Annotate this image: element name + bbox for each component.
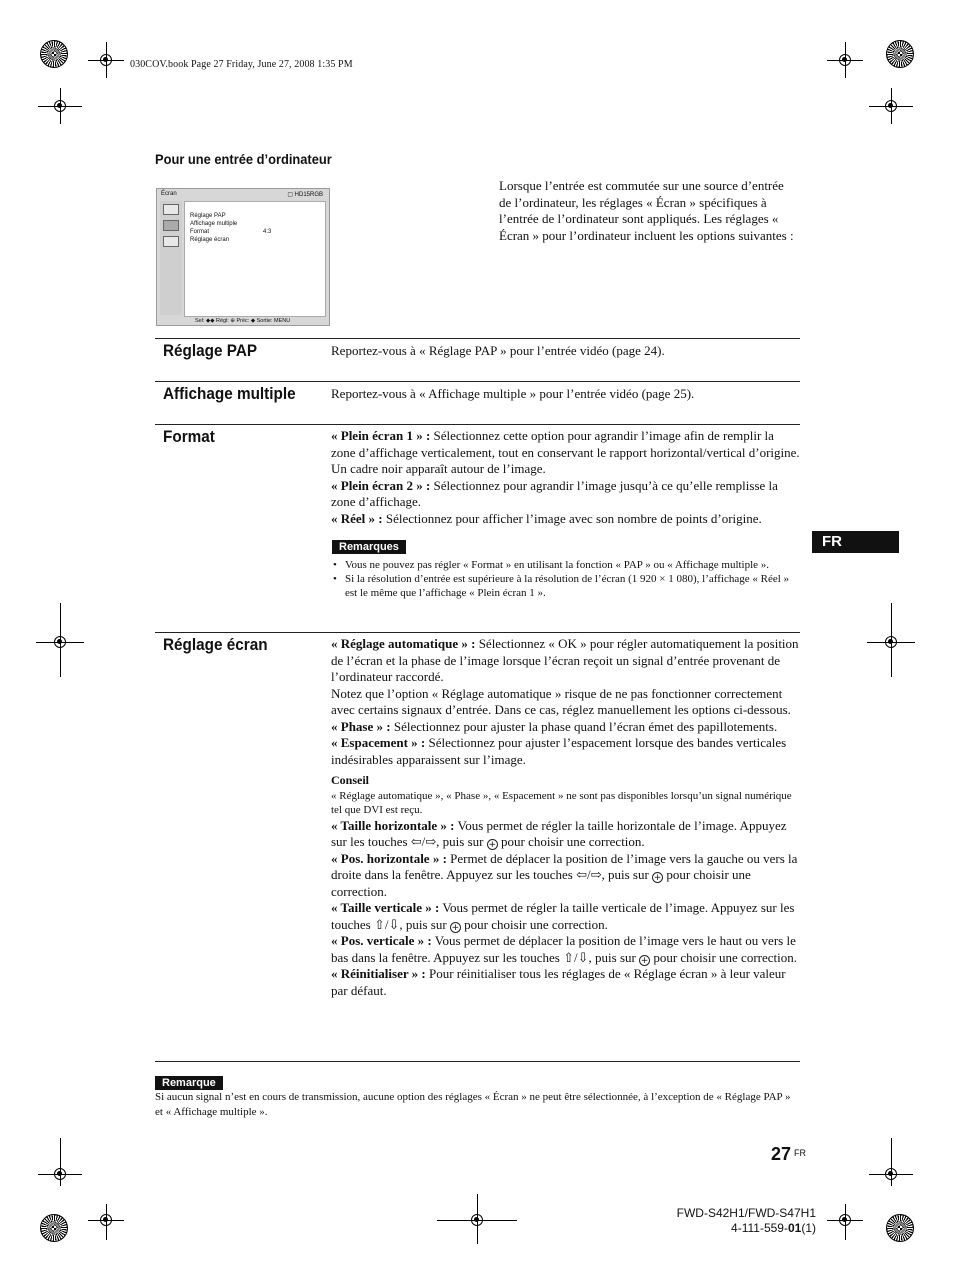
row-title-affichage-multiple: Affichage multiple bbox=[163, 384, 296, 403]
thumb-title: Écran bbox=[161, 191, 177, 197]
option-taille-horizontale: « Taille horizontale » : Vous permet de régler la taille horizontale de l’image. Appuyez sur les touches ⇦/⇨, puis sur + pour choisir une correction. bbox=[331, 817, 787, 850]
model-number: FWD-S42H1/FWD-S47H1 4-111-559-01(1) bbox=[676, 1206, 816, 1235]
format-option-plein-ecran-1: « Plein écran 1 » : Sélectionnez cette option pour agrandir l’image afin de remplir la zone d’affichage verticalement, tout en conservant le rapport horizontal/vertical d’origine. Un cadre noir apparaît autour de l’image. bbox=[331, 428, 800, 476]
select-button-icon: + bbox=[488, 840, 497, 850]
screen-menu-thumbnail bbox=[156, 188, 330, 326]
intro-paragraph: Lorsque l’entrée est commutée sur une source d’entrée de l’ordinateur, les réglages « Écran » spécifiques à l’entrée de l’ordinateur sont appliqués. Les réglages « Écran » pour l’ordinateur incluent les options suivantes : bbox=[499, 178, 794, 244]
thumb-sidebar bbox=[160, 201, 182, 315]
option-taille-verticale: « Taille verticale » : Vous permet de régler la taille verticale de l’image. Appuyez sur les touches ⇧/⇩, puis sur + pour choisir une correction. bbox=[331, 900, 795, 933]
row-title-reglage-pap: Réglage PAP bbox=[163, 341, 258, 360]
format-option-reel: « Réel » : Sélectionnez pour afficher l’image avec son nombre de points d’origine. bbox=[331, 510, 762, 526]
page-number: 27 $^{FR}$ bbox=[771, 1144, 807, 1164]
select-button-icon: + bbox=[451, 922, 460, 933]
row-body-reglage-ecran bbox=[331, 636, 801, 999]
format-notes-list bbox=[331, 558, 801, 600]
option-reglage-automatique-note: Notez que l’option « Réglage automatique » risque de ne pas fonctionner correctement avec certains signaux d’entrée. Dans ce cas, réglez manuellement les options ci-dessous. bbox=[331, 685, 791, 717]
list-item: • Vous ne pouvez pas régler « Format » en utilisant la fonction « PAP » ou « Affichage multiple ». bbox=[331, 558, 801, 572]
conseil-text: « Réglage automatique », « Phase », « Espacement » ne sont pas disponibles lorsqu’un signal numérique tel que DVI est reçu. bbox=[331, 789, 792, 816]
option-pos-horizontale: « Pos. horizontale » : Permet de déplacer la position de l’image vers la gauche ou vers la droite dans la fenêtre. Appuyez sur les touches ⇦/⇨, puis sur + pour choisir une correction. bbox=[331, 850, 798, 899]
format-option-plein-ecran-2: « Plein écran 2 » : Sélectionnez pour agrandir l’image jusqu’à ce qu’elle remplisse la zone d’affichage. bbox=[331, 477, 778, 509]
thumb-picture-icon bbox=[163, 204, 179, 215]
option-pos-verticale: « Pos. verticale » : Vous permet de déplacer la position de l’image vers le haut ou vers le bas dans la fenêtre. Appuyez sur les touches ⇧/⇩, puis sur + pour choisir une correction. bbox=[331, 933, 798, 966]
language-tab: FR bbox=[812, 531, 899, 553]
row-divider bbox=[155, 338, 800, 339]
thumb-input-label: ▢ HD15RGB bbox=[287, 192, 323, 198]
row-title-format: Format bbox=[163, 427, 215, 446]
thumb-item: Réglage PAP bbox=[190, 213, 226, 219]
list-item: • Si la résolution d’entrée est supérieure à la résolution de l’écran (1 920 × 1 080), l’affichage « Réel » est le même que l’affichage « Plein écran 1 ». bbox=[331, 572, 801, 600]
color-wheel-mark bbox=[40, 40, 68, 68]
option-phase: « Phase » : Sélectionnez pour ajuster la phase quand l’écran émet des papillotements. bbox=[331, 718, 778, 734]
section-title: Pour une entrée d’ordinateur bbox=[155, 151, 332, 167]
option-reinitialiser: « Réinitialiser » : Pour réinitialiser tous les réglages de « Réglage écran » à leur valeur par défaut. bbox=[331, 966, 786, 998]
option-reglage-automatique: « Réglage automatique » : Sélectionnez « OK » pour régler automatiquement la position de l’écran et la phase de l’image lorsque l’écran reçoit un signal d’entrée provenant de l’ordinateur raccordé. bbox=[331, 636, 799, 684]
row-divider bbox=[155, 1061, 800, 1062]
remarque-badge: Remarque bbox=[155, 1073, 223, 1091]
row-body-reglage-pap: Reportez-vous à « Réglage PAP » pour l’entrée vidéo (page 24). bbox=[331, 343, 665, 358]
row-divider bbox=[155, 381, 800, 382]
thumb-footer: Sel: ◆◆ Régl: ⊕ Préc: ◆ Sortie: MENU bbox=[195, 318, 291, 324]
thumb-setup-icon bbox=[163, 236, 179, 247]
thumb-format-value: 4:3 bbox=[263, 229, 272, 235]
row-title-reglage-ecran: Réglage écran bbox=[163, 635, 268, 654]
option-espacement: « Espacement » : Sélectionnez pour ajuster l’espacement lorsque des bandes verticales indésirables apparaissent sur l’image. bbox=[331, 735, 787, 767]
row-divider bbox=[155, 632, 800, 633]
thumb-item: Réglage écran bbox=[190, 237, 230, 243]
row-body-format bbox=[331, 428, 801, 527]
bottom-note-text: Si aucun signal n’est en cours de transmission, aucune option des réglages « Écran » ne peut être sélectionnée, à l’exception de « Réglage PAP » et « Affichage multiple ». bbox=[155, 1091, 791, 1118]
select-button-icon: + bbox=[653, 873, 662, 883]
remarques-badge: Remarques bbox=[332, 537, 406, 555]
thumb-screen-icon bbox=[163, 220, 179, 231]
select-button-icon: + bbox=[640, 955, 649, 966]
color-wheel-mark bbox=[40, 1214, 68, 1242]
color-wheel-mark bbox=[886, 1214, 914, 1242]
row-body-affichage-multiple: Reportez-vous à « Affichage multiple » pour l’entrée vidéo (page 25). bbox=[331, 386, 695, 401]
print-header-note: 030COV.book Page 27 Friday, June 27, 2008 1:35 PM bbox=[130, 59, 353, 70]
thumb-item: Format bbox=[190, 229, 210, 235]
color-wheel-mark bbox=[886, 40, 914, 68]
row-divider bbox=[155, 424, 800, 425]
conseil-label: Conseil bbox=[331, 773, 370, 787]
thumb-item: Affichage multiple bbox=[190, 221, 238, 227]
thumb-menu-panel bbox=[184, 201, 326, 317]
